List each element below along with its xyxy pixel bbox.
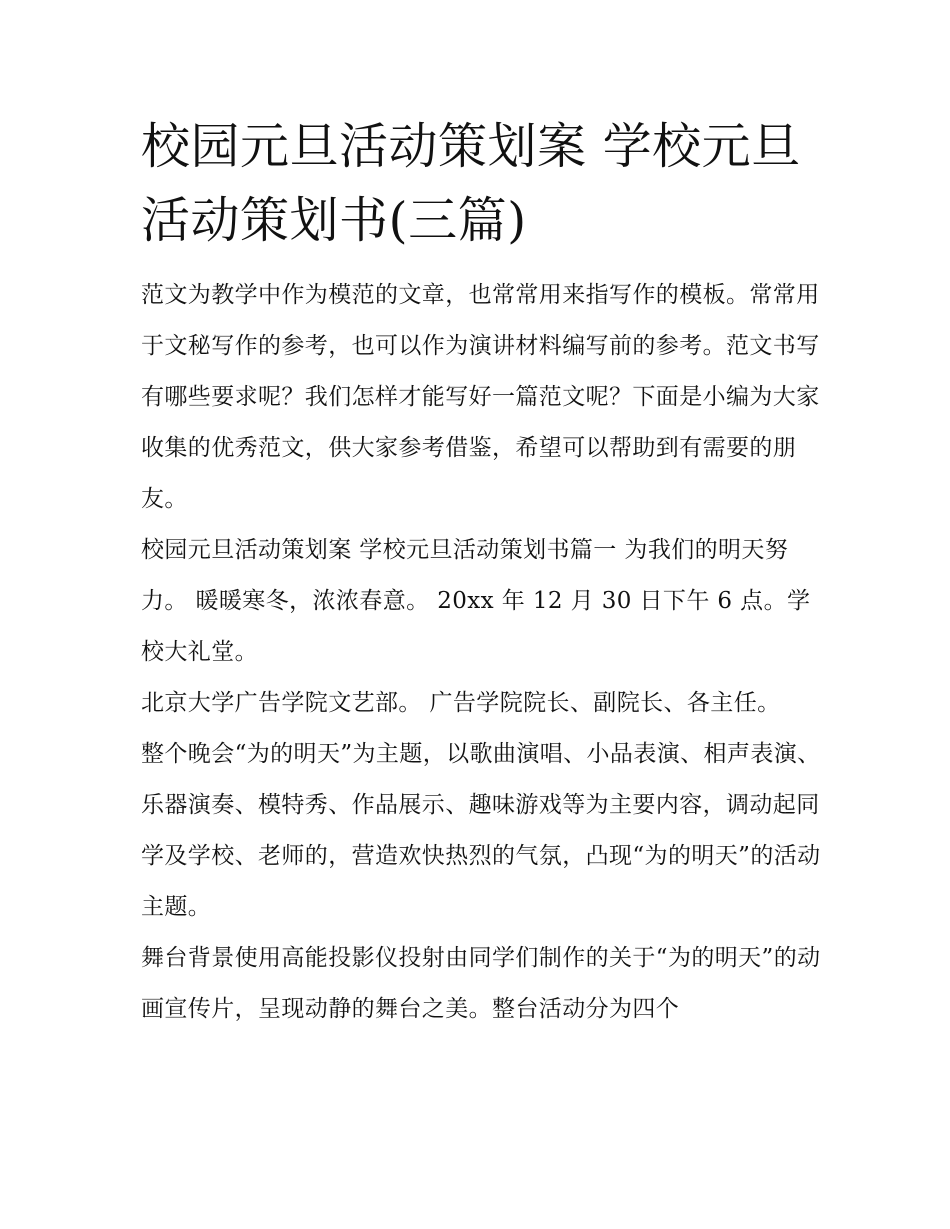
paragraph-organizers: 北京大学广告学院文艺部。 广告学院院长、副院长、各主任。	[141, 690, 781, 716]
paragraph-stage: 舞台背景使用高能投影仪投射由同学们制作的关于“为的明天”的动画宣传片，呈现动静的舞台之美。整台活动分为四个	[141, 945, 821, 1022]
paragraph-intro: 范文为教学中作为模范的文章，也常常用来指写作的模板。常常用于文秘写作的参考，也可以作为演讲材料编写前的参考。范文书写有哪些要求呢？我们怎样才能写好一篇范文呢？下面是小编为大家收集的优秀范文，供大家参考借鉴，希望可以帮助到有需要的朋友。	[141, 282, 820, 512]
document-title: 校园元旦活动策划案 学校元旦活动策划书(三篇)	[141, 118, 801, 249]
paragraph-theme: 整个晚会“为的明天”为主题，以歌曲演唱、小品表演、相声表演、乐器演奏、模特秀、作品展示、趣味游戏等为主要内容，调动起同学及学校、老师的，营造欢快热烈的气氛，凸现“为的明天”的活动主题。	[141, 741, 821, 920]
paragraph-event-info: 校园元旦活动策划案 学校元旦活动策划书篇一 为我们的明天努力。 暖暖寒冬，浓浓春意。 20xx 年 12 月 30 日下午 6 点。学校大礼堂。	[141, 537, 811, 665]
document-body	[141, 110, 821, 1035]
